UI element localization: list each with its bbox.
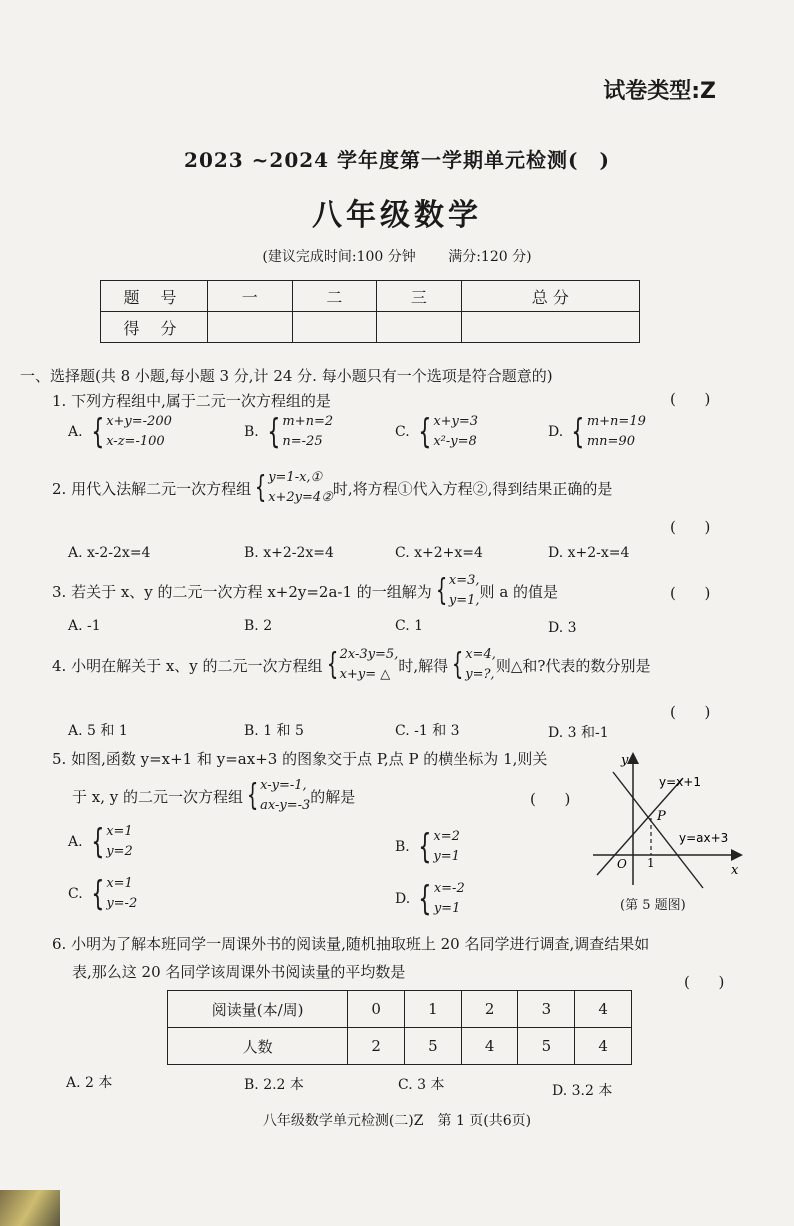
score-cell: 三 bbox=[377, 281, 462, 312]
figure-caption: (第 5 题图) bbox=[620, 898, 686, 913]
section-title: 一、选择题(共 8 小题,每小题 3 分,计 24 分. 每小题只有一个选项是符合题意的) bbox=[20, 367, 553, 385]
q2-option-c[interactable]: C. x+2+x=4 bbox=[395, 545, 483, 561]
q6-stem-line1: 6. 小明为了解本班同学一周课外书的阅读量,随机抽取班上 20 名同学进行调查,调查结果如 bbox=[52, 935, 650, 953]
equation: x-z=-100 bbox=[106, 434, 165, 449]
subject-title: 八年级数学 bbox=[312, 198, 482, 233]
equation: x+2y=4② bbox=[268, 490, 333, 505]
table-cell: 4 bbox=[461, 1028, 518, 1065]
equation: x+y= △ bbox=[339, 667, 391, 682]
point-p-label: P bbox=[657, 809, 666, 824]
equation: m+n=2 bbox=[282, 414, 334, 429]
time-note bbox=[0, 246, 794, 266]
answer-blank[interactable] bbox=[684, 973, 724, 991]
q4-stem-part: 时,解得 bbox=[398, 656, 449, 675]
x-axis-label: x bbox=[731, 863, 739, 878]
q1-option-c[interactable]: C. { x+y=3 x²-y=8 bbox=[395, 412, 479, 452]
equation: x=1 bbox=[106, 824, 133, 839]
equation: x²-y=8 bbox=[433, 434, 477, 449]
q1-stem: 1. 下列方程组中,属于二元一次方程组的是 bbox=[52, 392, 331, 410]
score-table bbox=[100, 280, 640, 343]
equation: y=-2 bbox=[106, 896, 138, 911]
q3-option-c[interactable]: C. 1 bbox=[395, 618, 424, 634]
table-cell: 3 bbox=[518, 991, 575, 1028]
equation: x+y=3 bbox=[433, 414, 479, 429]
table-header-cell: 人数 bbox=[168, 1028, 348, 1065]
score-cell: 二 bbox=[292, 281, 377, 312]
answer-blank[interactable] bbox=[530, 790, 570, 808]
q2-stem: 2. 用代入法解二元一次方程组 { y=1-x,① x+2y=4② 时,将方程①代入方程②,得到结果正确的是 bbox=[52, 468, 612, 508]
q4-option-a[interactable]: A. 5 和 1 bbox=[68, 723, 128, 739]
table-row bbox=[168, 1028, 632, 1065]
equation: x=1 bbox=[106, 876, 133, 891]
equation: y=1 bbox=[433, 849, 460, 864]
score-cell: 总 分 bbox=[461, 281, 639, 312]
q1-option-a[interactable]: A. { x+y=-200 x-z=-100 bbox=[68, 412, 172, 452]
q1-option-b[interactable]: B. { m+n=2 n=-25 bbox=[244, 412, 334, 452]
q3-stem: 3. 若关于 x、y 的二元一次方程 x+2y=2a-1 的一组解为 { x=3, y=1, 则 a 的值是 bbox=[52, 571, 558, 611]
q6-option-c[interactable]: C. 3 本 bbox=[398, 1077, 445, 1093]
q3-stem-part: 则 a 的值是 bbox=[479, 582, 559, 601]
equation: y=1, bbox=[448, 593, 480, 608]
reading-table bbox=[167, 990, 632, 1065]
table-cell: 2 bbox=[461, 991, 518, 1028]
equation: x=3, bbox=[448, 573, 480, 588]
score-cell[interactable] bbox=[461, 312, 639, 343]
q5-option-c[interactable]: C. { x=1 y=-2 bbox=[68, 874, 138, 914]
q2-stem-part: 2. 用代入法解二元一次方程组 bbox=[52, 479, 252, 498]
equation: m+n=19 bbox=[586, 414, 646, 429]
q6-stem-line2: 表,那么这 20 名同学该周课外书阅读量的平均数是 bbox=[72, 963, 406, 981]
equation: y=2 bbox=[106, 844, 133, 859]
table-cell: 5 bbox=[518, 1028, 575, 1065]
q6-option-a[interactable]: A. 2 本 bbox=[66, 1075, 113, 1091]
q5-option-d[interactable]: D. { x=-2 y=1 bbox=[395, 879, 465, 919]
line1-label: y=x+1 bbox=[659, 775, 701, 789]
equation: x+y=-200 bbox=[106, 414, 172, 429]
equation: x-y=-1, bbox=[260, 778, 307, 793]
q5-stem-part: 的解是 bbox=[310, 787, 356, 806]
paper-type: 试卷类型:Z bbox=[603, 79, 716, 104]
equation: mn=90 bbox=[586, 434, 635, 449]
table-cell: 2 bbox=[348, 1028, 405, 1065]
table-row bbox=[168, 991, 632, 1028]
equation: x=4, bbox=[465, 647, 496, 662]
line-y-x-plus-1 bbox=[597, 778, 683, 875]
score-cell: 得 分 bbox=[101, 312, 208, 343]
equation: y=1-x,① bbox=[268, 470, 323, 485]
equation: ax-y=-3 bbox=[260, 798, 311, 813]
answer-blank[interactable] bbox=[670, 518, 710, 536]
score-cell: 题 号 bbox=[101, 281, 208, 312]
q5-stem-line1: 5. 如图,函数 y=x+1 和 y=ax+3 的图象交于点 P,点 P 的横坐标为 1,则关 bbox=[52, 750, 548, 768]
q4-option-d[interactable]: D. 3 和-1 bbox=[548, 725, 609, 741]
page-footer: 八年级数学单元检测(二)Z 第 1 页(共6页) bbox=[262, 1113, 532, 1129]
exam-title: 2023 ~2024 学年度第一学期单元检测( ) bbox=[184, 148, 610, 172]
equation: 2x-3y=5, bbox=[339, 647, 399, 662]
line2-label: y=ax+3 bbox=[679, 831, 729, 845]
equation: x=2 bbox=[433, 829, 460, 844]
suggested-time: (建议完成时间:100 分钟 bbox=[262, 249, 416, 265]
q6-option-d[interactable]: D. 3.2 本 bbox=[552, 1083, 613, 1099]
score-cell[interactable] bbox=[292, 312, 377, 343]
q3-option-b[interactable]: B. 2 bbox=[244, 618, 273, 634]
q4-option-b[interactable]: B. 1 和 5 bbox=[244, 723, 304, 739]
q5-option-b[interactable]: B. { x=2 y=1 bbox=[395, 827, 460, 867]
q6-option-b[interactable]: B. 2.2 本 bbox=[244, 1077, 304, 1093]
q2-option-a[interactable]: A. x-2-2x=4 bbox=[68, 545, 151, 561]
table-cell: 0 bbox=[348, 991, 405, 1028]
y-axis-label: y bbox=[621, 753, 629, 768]
q4-option-c[interactable]: C. -1 和 3 bbox=[395, 723, 460, 739]
q2-stem-part: 时,将方程①代入方程②,得到结果正确的是 bbox=[332, 479, 613, 498]
answer-blank[interactable] bbox=[670, 584, 710, 602]
score-cell: 一 bbox=[208, 281, 293, 312]
q1-option-d[interactable]: D. { m+n=19 mn=90 bbox=[548, 412, 646, 452]
q5-stem-line2: 于 x, y 的二元一次方程组 { x-y=-1, ax-y=-3 的解是 bbox=[72, 776, 355, 816]
q3-option-d[interactable]: D. 3 bbox=[548, 620, 577, 636]
answer-blank[interactable] bbox=[670, 703, 710, 721]
answer-blank[interactable] bbox=[670, 390, 710, 408]
q5-graph bbox=[585, 750, 745, 890]
q2-option-b[interactable]: B. x+2-2x=4 bbox=[244, 545, 334, 561]
score-table-row bbox=[101, 312, 640, 343]
equation: y=1 bbox=[433, 901, 461, 916]
q4-stem: 4. 小明在解关于 x、y 的二元一次方程组 { 2x-3y=5, x+y= △ 时,解得 { x=4, y=?, 则△和?代表的数分别是 bbox=[52, 645, 650, 685]
q3-option-a[interactable]: A. -1 bbox=[68, 618, 101, 634]
score-table-row bbox=[101, 281, 640, 312]
corner-photo-edge bbox=[0, 1190, 60, 1226]
q3-stem-part: 3. 若关于 x、y 的二元一次方程 x+2y=2a-1 的一组解为 bbox=[52, 582, 432, 601]
q2-option-d[interactable]: D. x+2-x=4 bbox=[548, 545, 630, 561]
q5-stem-part: 于 x, y 的二元一次方程组 bbox=[72, 787, 244, 806]
table-cell: 4 bbox=[575, 1028, 632, 1065]
table-header-cell: 阅读量(本/周) bbox=[168, 991, 348, 1028]
table-cell: 1 bbox=[405, 991, 462, 1028]
equation: n=-25 bbox=[282, 434, 323, 449]
score-cell[interactable] bbox=[377, 312, 462, 343]
score-cell[interactable] bbox=[208, 312, 293, 343]
origin-label: O bbox=[617, 857, 627, 871]
table-cell: 5 bbox=[405, 1028, 462, 1065]
full-score: 满分:120 分) bbox=[448, 249, 532, 265]
q4-stem-part: 则△和?代表的数分别是 bbox=[495, 656, 651, 675]
tick-label: 1 bbox=[647, 856, 655, 870]
q4-stem-part: 4. 小明在解关于 x、y 的二元一次方程组 bbox=[52, 656, 323, 675]
equation: y=?, bbox=[465, 667, 495, 682]
equation: x=-2 bbox=[433, 881, 465, 896]
table-cell: 4 bbox=[575, 991, 632, 1028]
q5-option-a[interactable]: A. { x=1 y=2 bbox=[68, 822, 133, 862]
